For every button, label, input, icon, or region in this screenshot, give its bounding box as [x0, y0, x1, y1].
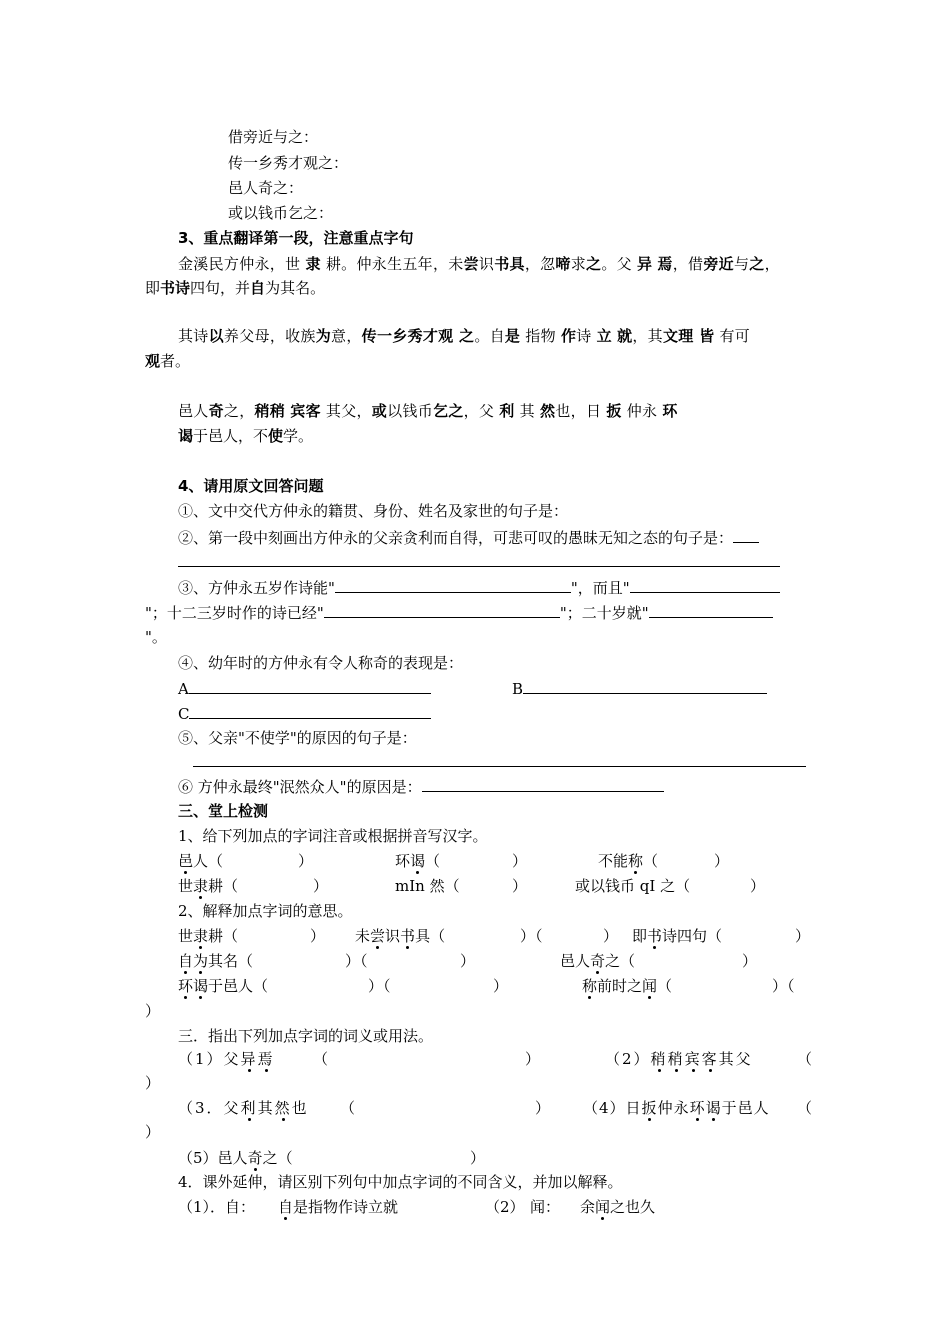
question-2: ②、第一段中刻画出方仲永的父亲贪利而自得，可悲可叹的愚昧无知之态的句子是： [178, 527, 759, 548]
bracket: ） [493, 977, 509, 995]
paragraph-line: 即书诗四句，并自为其名。 [145, 279, 326, 297]
t3-item: （3．父利其然也 [178, 1099, 309, 1117]
paragraph-line: 谒于邑人，不使学。 [178, 427, 314, 445]
t1-item: 环谒（ [395, 852, 441, 870]
q4-answer-b: B [512, 678, 767, 699]
section-heading: 3、重点翻译第一段，注意重点字句 [178, 229, 414, 247]
answer-blank[interactable] [733, 527, 759, 543]
question-3-cont: "；十二三岁时作的诗已经" "；二十岁就" [145, 602, 773, 623]
answer-blank[interactable] [324, 602, 560, 618]
answer-line[interactable] [193, 766, 806, 767]
bracket: ）（ [772, 977, 795, 995]
answer-blank[interactable] [335, 577, 571, 593]
bracket: （ [797, 1099, 813, 1117]
bracket: ） [470, 1149, 486, 1167]
t4-item: 余闻之也久 [580, 1198, 656, 1216]
paragraph-line: 其诗以养父母，收族为意，传一乡秀才观 之。自是 指物 作诗 立 就，其文理 皆 有可 [178, 327, 751, 345]
bracket: ） [535, 1099, 551, 1117]
bracket: ） [145, 1074, 161, 1092]
bracket: ） [460, 952, 476, 970]
bracket: ） [145, 1002, 161, 1020]
paragraph-line: 金溪民方仲永，世 隶 耕。仲永生五年，未尝识书具，忽啼求之。父 异 焉，借旁近与之， [178, 255, 780, 273]
q4-answer-c: C [178, 703, 431, 724]
t1-item: 或以钱币 qI 之（ [575, 877, 691, 895]
t4-item: （2） [485, 1198, 525, 1216]
bracket: ）（ [520, 927, 543, 945]
answer-blank[interactable] [523, 678, 767, 694]
t4-item: 闻： [530, 1198, 561, 1216]
t1-item: 邑人（ [178, 852, 224, 870]
question-4: ④、幼年时的方仲永有令人称奇的表现是： [178, 654, 464, 672]
question-5: ⑤、父亲"不使学"的原因的句子是： [178, 729, 417, 747]
section-heading: 4、请用原文回答问题 [178, 477, 324, 495]
list-item: 邑人奇之： [228, 179, 304, 197]
task-1: 1、给下列加点的字词注音或根据拼音写汉字。 [178, 827, 488, 845]
bracket: ） [298, 852, 314, 870]
section-heading: 三、堂上检测 [178, 802, 269, 820]
t1-item: 不能称（ [598, 852, 659, 870]
bracket: ） [145, 1123, 161, 1141]
answer-blank[interactable] [649, 602, 773, 618]
bracket: （ [313, 1050, 329, 1068]
t1-item: 世隶耕（ [178, 877, 239, 895]
paragraph-line: 邑人奇之，稍稍 宾客 其父，或以钱币乞之，父 利 其 然也，日 扳 仲永 环 [178, 402, 678, 420]
answer-blank[interactable] [630, 577, 780, 593]
answer-blank[interactable] [189, 703, 431, 719]
bracket: ）（ [368, 977, 391, 995]
answer-line[interactable] [178, 566, 780, 567]
t3-item: （2）稍稍宾客其父 [605, 1050, 753, 1068]
question-6: ⑥ 方仲永最终"泯然众人"的原因是： [178, 776, 664, 797]
t3-item: （5）邑人奇之（ [178, 1149, 293, 1167]
list-item: 借旁近与之： [228, 128, 319, 146]
question-3: ③、方仲永五岁作诗能" "，而且" [178, 577, 780, 598]
task-3: 三．指出下列加点字词的词义或用法。 [178, 1027, 434, 1045]
t1-item: mIn 然（ [395, 877, 460, 895]
question-1: ①、文中交代方仲永的籍贯、身份、姓名及家世的句子是： [178, 502, 569, 520]
bracket: （ [340, 1099, 356, 1117]
task-4: 4．课外延伸，请区别下列句中加点字词的不同含义，并加以解释。 [178, 1173, 623, 1191]
list-item: 或以钱币乞之： [228, 204, 334, 222]
list-item: 传一乡秀才观之： [228, 154, 349, 172]
bracket: ） [310, 927, 326, 945]
t2-item: 未尝识书具（ [355, 927, 446, 945]
bracket: ）（ [345, 952, 368, 970]
t2-item: 环谒于邑人（ [178, 977, 269, 995]
bracket: ） [512, 877, 528, 895]
task-2: 2、解释加点字词的意思。 [178, 902, 353, 920]
bracket: ） [525, 1050, 541, 1068]
bracket: （ [797, 1050, 813, 1068]
t2-item: 邑人奇之（ [560, 952, 636, 970]
answer-blank[interactable] [189, 678, 431, 694]
t4-item: 自是指物作诗立就 [278, 1198, 399, 1216]
bracket: ） [512, 852, 528, 870]
bracket: ） [714, 852, 730, 870]
t2-item: 即书诗四句（ [632, 927, 723, 945]
bracket: ） [313, 877, 329, 895]
bracket: ） [742, 952, 758, 970]
paragraph-line: 观者。 [145, 352, 191, 370]
answer-blank[interactable] [422, 776, 664, 792]
bracket: ） [750, 877, 766, 895]
bracket: ） [603, 927, 619, 945]
t4-item: （1）．自： [178, 1198, 256, 1216]
t2-item: 世隶耕（ [178, 927, 239, 945]
question-3-end: "。 [145, 628, 167, 646]
t2-item: 称前时之闻（ [582, 977, 673, 995]
bracket: ） [795, 927, 811, 945]
t3-item: （1）父异焉 [178, 1050, 275, 1068]
q4-answer-a: A [178, 678, 431, 699]
t3-item: （4）日扳仲永环谒于邑人 [583, 1099, 770, 1117]
t2-item: 自为其名（ [178, 952, 254, 970]
